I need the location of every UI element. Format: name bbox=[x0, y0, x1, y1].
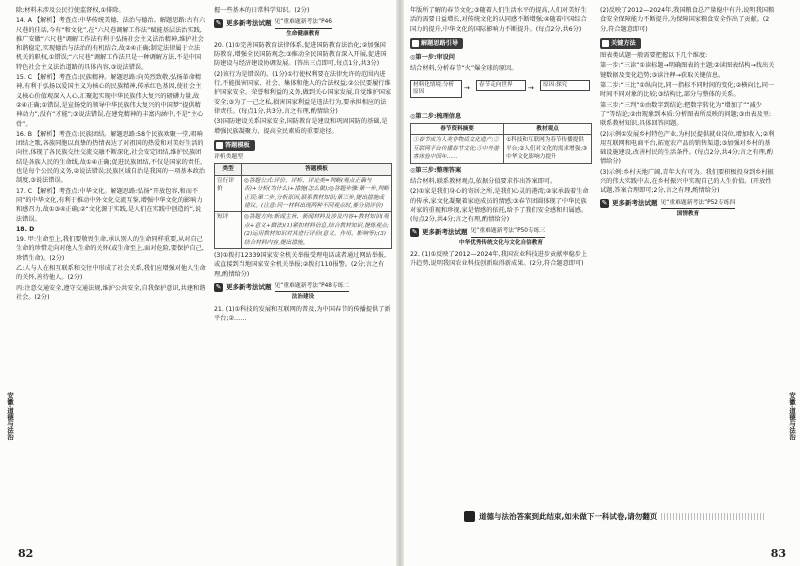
step-heading: ◎第二步:梳理信息 bbox=[410, 112, 462, 120]
more-tests-topic: 法治建设 bbox=[291, 294, 315, 301]
method-item: 第三步:“三判”①由数字到结论:把数字转化为“增加了”“减少了”等结论;②由现象到本质:分析图表所反映的问题;③由表及里:联系教材知识,具体回答问题。 bbox=[600, 101, 772, 128]
more-tests-label: 更多新考法试题 bbox=[422, 227, 468, 236]
step-text: 结合材料,联系教材观点,依据分值要求作出答案即可。 bbox=[410, 178, 557, 185]
method-section-header bbox=[600, 38, 641, 49]
table-cell: 宣行评价 bbox=[215, 175, 242, 212]
lightbulb-icon bbox=[412, 40, 419, 47]
answer-para: (2)该行为是错误的。(1分)①行使权利要在法律允许的范围内进行,不能损害国家、社会、集体和他人的合法权益;②公民要履行维护国家安全、荣誉和利益的义务,做到关心国家发展,自觉维护国家安全;③为了一己之私,损害国家利益是违法行为,要承担相应的法律责任。(每点1分,共3分,言之有理,酌情给分) bbox=[214, 70, 392, 115]
end-of-answers-notice bbox=[464, 505, 764, 522]
answer-para: 19. 甲:生命至上,我们要敬畏生命,承认别人的生命同样重要,从对自己生命的珍惜走向对他人生命的关怀(或生命至上,面对危险,要保护自己,珍惜生命)。(2分) bbox=[16, 236, 204, 262]
answer-para: 20. (1)①完善国防教育法律体系,促进国防教育法治化;②加强国防教育,增强全民国防观念;③推动全民国防教育深入开展,促进国防建设与经济建设协调发展。(答出三点即可,每点1分,共3分) bbox=[214, 41, 387, 68]
more-tests-source: 见“重难题新考法”P50专练三 bbox=[471, 227, 546, 237]
page-number: 83 bbox=[770, 547, 786, 560]
more-tests-label: 更多新考法试题 bbox=[226, 282, 272, 291]
more-tests-topic: 国情教育 bbox=[676, 210, 700, 217]
pencil-icon: ✎ bbox=[411, 228, 418, 237]
table-row bbox=[215, 175, 392, 212]
answer-para: (3)①拨打12339国家安全机关举报受理电话或者通过网站举报,或直接到当地国家安全机关举报;②拨打110报警。(2分;言之有理,酌情给分) bbox=[214, 252, 387, 278]
template-section-header bbox=[214, 140, 255, 151]
table-cell: ◎答题公式:评价、评析、评论类=判断(观点正确与否)+分析(为什么)+措施(怎么做);◎答题步骤:第一步,判断正误;第二步,分析原因,联系教材知识;第三步,提出措施或建议。(注意:同一材料出现两种不同观点时,要分别评价) bbox=[242, 175, 392, 212]
more-tests-source: 见“重难题新考法”P48专练二 bbox=[275, 282, 350, 292]
table-cell: ◎答题方向:新闻主旨、新闻材料及涉及内容+教材知识(观点+意义+做法)(1)紧扣材料信息,结合教材知识,提炼观点;(2)运用教材知识对其进行评价(意义、作用、影响等);(3)结合材料内容,提出措施。 bbox=[242, 212, 392, 249]
more-tests-banner bbox=[214, 18, 392, 28]
method-item: 第二步:“三比”①纵向比,同一指标不同时间的变化;②横向比,同一时间不同对象的比较;③结构比,部分与整体的关系。 bbox=[600, 82, 775, 99]
flow-box: 原因:探究 bbox=[540, 80, 590, 91]
more-tests-topic: 生命健康教育 bbox=[286, 30, 320, 37]
template-subtitle: 评析类题型 bbox=[214, 154, 243, 161]
left-side-tab: 安徽·道德与法治 bbox=[6, 392, 14, 440]
more-tests-topic: 中华优秀传统文化与文化自信教育 bbox=[459, 239, 543, 246]
answer-para: 年版所了解的春节文化;③随着人们生活水平的提高,人们对美好生活的需要日益增长,对传统文化的认同感不断增强;④随着中国综合国力的提升,中华文化的国际影响力不断提升。(每点2分,共6分) bbox=[410, 7, 587, 33]
pencil-icon: ✎ bbox=[215, 18, 222, 27]
answer-para: (2)①家是我们身心的寄居之所,是我们心灵的港湾;②家承载着生命的传承,家文化凝聚着家庭成员的情感;③春节团圆体现了中华民族对家的重视和珍视,家是情感的依托,给予了我们安全感和归属感。(每点2分,共4分;言之有理,酌情给分) bbox=[410, 188, 589, 224]
template-title: 答题模板 bbox=[225, 141, 250, 149]
table-cell: 短评 bbox=[215, 212, 242, 249]
answer-para: 17. C 【解析】考查点:中华文化。解题思路:弘扬“开放包容,和而不同”的中华文化,有利于推动中外文化交流互鉴,增强中华文化的影响力和感召力,故①③④正确;②“文化源于实践,是人们在实践中创造的”,说法错误。 bbox=[16, 187, 203, 223]
answer-para: 16. B 【解析】考查点:民族团结。解题思路:58个民族欢聚一堂,唱响团结之歌,各族同胞以真挚的热情表达了对祖国的热爱和对美好生活的向往,体现了各民族交往交流交融不断深化,社会安定团结,维护民族团结是各族人民的生命线,故①④正确;促进民族团结,不仅是国家的责任,也是每个公民的义务,②说法错误;民族区域自治是我国的一项基本政治制度,③说法错误。 bbox=[16, 130, 206, 185]
ideas-section-header bbox=[410, 38, 463, 49]
key-icon bbox=[602, 40, 609, 47]
flow-box: 春节走向世界 bbox=[476, 80, 526, 91]
book-icon bbox=[464, 511, 475, 522]
bookmark-icon bbox=[216, 142, 223, 149]
table-header: 春节资料摘要 bbox=[411, 124, 504, 135]
flow-box: 材料化情境:分析原因 bbox=[410, 80, 462, 98]
more-tests-source: 见“重难题新考法”P46 bbox=[275, 18, 332, 28]
left-column-2 bbox=[214, 6, 392, 324]
pencil-icon: ✎ bbox=[215, 282, 222, 291]
answer-para: 18. D bbox=[16, 225, 35, 233]
step-heading: ◎第一步:审设问 bbox=[410, 54, 455, 62]
right-page bbox=[402, 0, 800, 566]
more-tests-banner bbox=[600, 199, 776, 209]
decorative-stripes bbox=[661, 513, 764, 520]
method-item: 第一步:“三读”①读标题→明确图表的主题;②读图表结构→找出关键数据及变化趋势;③读注释→获取关键信息。 bbox=[600, 62, 775, 79]
arrow-right-icon: → bbox=[528, 83, 534, 92]
method-title: 关键方法 bbox=[611, 39, 636, 47]
left-column-1 bbox=[16, 6, 206, 303]
pencil-icon: ✎ bbox=[601, 199, 608, 208]
answer-para: 15. C 【解析】考查点:民族精神。解题思路:向英烈致敬,弘扬革命精神,有利于弘扬以爱国主义为核心的民族精神,传承红色基因,使社会主义核心价值观深入人心,汇聚起实现中华民族伟大复兴的磅礴力量,故②④正确;①错误,是宣扬党的领导中华民族伟大复兴的中国梦“提供精神动力”,没有“才能”;③说法错误,在建党精神的丰富内涵中,不是“主心骨”。 bbox=[16, 74, 204, 128]
answer-template-table bbox=[214, 163, 392, 249]
table-header: 答题模板 bbox=[242, 164, 392, 175]
answer-para: 丙:注意交通安全,遵守交通法规,维护公共安全,自我保护意识,共建和谐社会。(2分) bbox=[16, 284, 206, 301]
table-cell: ①科技和互联网为春节传播提供平台;②人们对文化的需求增强;③中华文化影响力提升 bbox=[504, 135, 592, 163]
material-table bbox=[410, 123, 592, 164]
more-tests-banner bbox=[410, 227, 592, 237]
right-column-1 bbox=[410, 6, 592, 270]
answer-para: 握一些基本的日常科学知识。(2分) bbox=[214, 7, 310, 14]
answer-para: 22. (1)①反映了2012—2024年,我国农业科技进步贡献率稳步上升趋势,说明我国农业科技创新取得新成果。(2分,符合题意即可) bbox=[410, 251, 588, 268]
more-tests-banner bbox=[214, 282, 392, 292]
table-row bbox=[215, 212, 392, 249]
step-text: 结合材料,分析春节“火”爆全球的原因。 bbox=[410, 65, 518, 73]
answer-para: (3)国防建设关系国家安全,国防教育是建设和巩固国防的基础,是增强民族凝聚力、提高全民素质的重要途径。 bbox=[214, 118, 388, 135]
answer-para: (2)示例①发展乡村特色产业,为村民提供就业岗位,增加收入;②利用互联网和电商平台,拓宽农产品的销售渠道;③加强对乡村的基础设施建设,改善村民的生活条件。(每点2分,共4分;言之有理,酌情给分) bbox=[600, 130, 775, 166]
end-notice-text: 道德与法治答案到此结束,如未做下一科试卷,请勿翻页 bbox=[479, 512, 658, 521]
left-page bbox=[0, 0, 398, 566]
table-header: 教材观点 bbox=[504, 124, 592, 135]
more-tests-label: 更多新考法试题 bbox=[612, 199, 658, 208]
answer-para: (3)示例:乡村天地广阔,青年大有可为。我们要积极投身到乡村振兴的伟大实践中去,在乡村振兴中实现自己的人生价值。(开放性试题,答案合理即可;2分,言之有理,酌情给分) bbox=[600, 168, 774, 195]
page-number: 82 bbox=[18, 547, 34, 560]
ideas-title: 解题思路引导 bbox=[421, 39, 459, 47]
answer-para: 21. (1)①科技的发展和互联网的普及,为中国春节的传播提供了新平台;②…… bbox=[214, 305, 391, 322]
answer-para: 14. A 【解析】考查点:中华传统美德、法治与德治。解题思路:古有六尺巷的佳话,今有“和文化”,在“六尺巷调解工作法”赋能基层法治实践,推广安徽“六尺巷”调解工作法有利于弘扬社会主义法治精神,维护社会和谐稳定,实现德治与法治的有机结合,故②④正确;制定法律属于立法机关的职权,①错误;“六尺巷”调解工作法只是一种调解方法,不是中国特色社会主义法治道路的具体内容,③说法错误。 bbox=[16, 17, 206, 71]
arrow-right-icon: → bbox=[464, 83, 470, 92]
answer-para: 乙:人与人在相互联系和交往中形成了社会关系,我们应增强对他人生命的关怀,善待他人。(2分) bbox=[16, 265, 206, 282]
right-side-tab: 安徽·道德与法治 bbox=[788, 392, 796, 440]
more-tests-source: 见“重难题新考法”P52专练四 bbox=[661, 199, 736, 209]
table-header: 类型 bbox=[215, 164, 242, 175]
method-intro: 图表类试题一般需要把握以下几个维度: bbox=[600, 52, 708, 60]
answer-para: 除;材料未涉及公民行使监督权,①排除。 bbox=[16, 7, 125, 14]
step-heading: ◎第三步:整理答案 bbox=[410, 166, 462, 174]
table-cell: ①春节成为人类非物质文化遗产;②互联网平台传播春节文化;③中外游客体验中国年…… bbox=[411, 135, 504, 163]
table-row bbox=[411, 135, 592, 163]
more-tests-label: 更多新考法试题 bbox=[226, 18, 272, 27]
right-column-2 bbox=[600, 6, 776, 221]
question-flow-diagram bbox=[410, 76, 592, 110]
answer-para: (2)反映了2012—2024年,我国粮食总产量稳中有升,说明我国粮食安全保障能力不断提升,为保障国家粮食安全作出了贡献。(2分,符合题意即可) bbox=[600, 7, 775, 33]
